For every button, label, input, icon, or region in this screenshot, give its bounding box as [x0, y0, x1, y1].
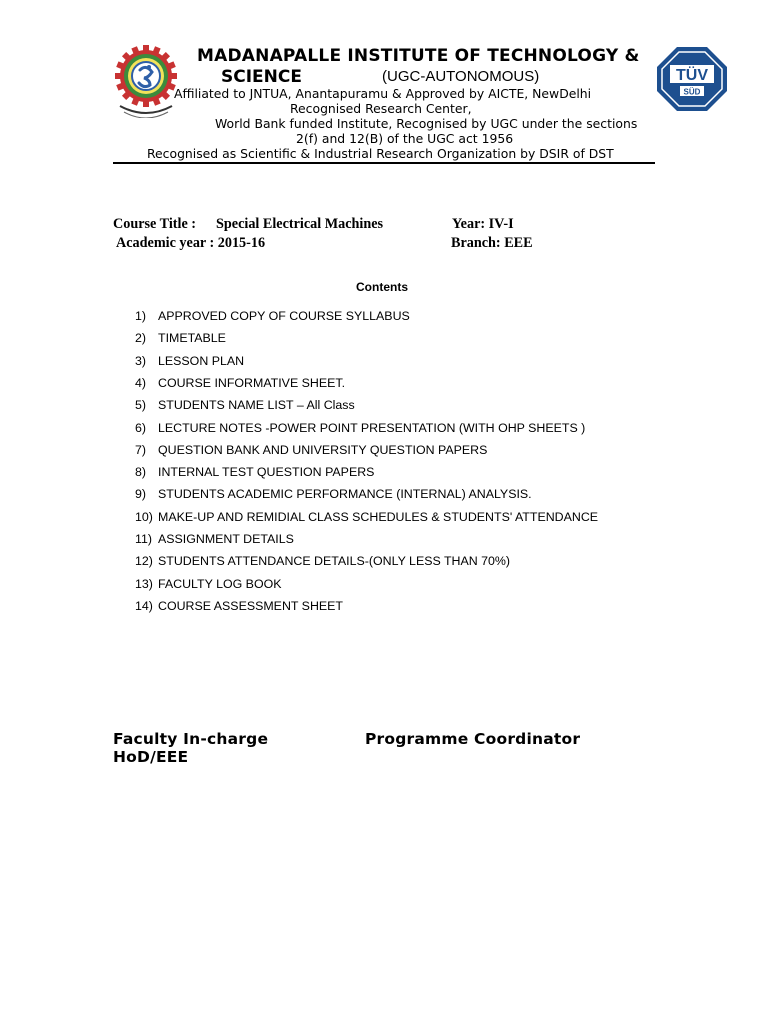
list-item	[0, 376, 768, 396]
faculty-signature-label: Faculty In-charge	[113, 730, 269, 748]
branch-label: Branch: EEE	[451, 235, 533, 251]
list-item-text: ASSIGNMENT DETAILS	[158, 532, 294, 546]
list-item-number: 7)	[135, 442, 147, 457]
institute-name: MADANAPALLE INSTITUTE OF TECHNOLOGY &	[197, 46, 640, 66]
hod-signature-label: HoD/EEE	[113, 748, 189, 766]
list-item-text: STUDENTS ATTENDANCE DETAILS-(ONLY LESS THAN 70%)	[158, 554, 511, 569]
list-item	[0, 599, 768, 619]
list-item-text: STUDENTS NAME LIST – All Class	[158, 398, 355, 413]
list-item-text: COURSE INFORMATIVE SHEET.	[158, 375, 346, 390]
list-item	[0, 421, 768, 441]
list-item	[0, 309, 768, 329]
list-item	[0, 554, 768, 574]
affiliation-line: 2(f) and 12(B) of the UGC act 1956	[296, 131, 514, 146]
list-item-number: 9)	[135, 487, 147, 502]
course-title-label: Course Title :	[113, 216, 197, 232]
list-item-text: MAKE-UP AND REMIDIAL CLASS SCHEDULES & STUDENTS' ATTENDANCE	[158, 509, 599, 524]
institute-name-cont: SCIENCE	[221, 67, 302, 87]
tuv-logo-subtext: SÜD	[683, 87, 701, 97]
affiliation-line: Recognised as Scientific & Industrial Research Organization by DSIR of DST	[147, 146, 614, 161]
list-item-text: COURSE ASSESSMENT SHEET	[158, 598, 343, 613]
list-item-number: 3)	[135, 353, 147, 368]
list-item-text: TIMETABLE	[158, 331, 226, 346]
affiliation-line: World Bank funded Institute, Recognised by UGC under the sections	[215, 116, 638, 131]
coordinator-signature-label: Programme Coordinator	[365, 730, 581, 748]
contents-heading: Contents	[356, 280, 408, 294]
list-item-number: 6)	[135, 420, 147, 435]
course-title-value: Special Electrical Machines	[216, 216, 384, 232]
autonomy-label: (UGC-AUTONOMOUS)	[382, 68, 540, 85]
list-item	[0, 331, 768, 351]
list-item-text: INTERNAL TEST QUESTION PAPERS	[158, 465, 375, 480]
list-item-text: LESSON PLAN	[158, 353, 245, 368]
list-item-number: 10)	[135, 509, 153, 524]
tuv-logo	[656, 46, 728, 112]
list-item	[0, 398, 768, 418]
list-item	[0, 577, 768, 597]
list-item-text: LECTURE NOTES -POWER POINT PRESENTATION (WITH OHP SHEETS )	[158, 420, 586, 435]
year-label: Year: IV-I	[452, 216, 514, 232]
academic-year-label: Academic year : 2015-16	[116, 235, 266, 251]
list-item	[0, 443, 768, 463]
list-item-number: 12)	[135, 554, 153, 569]
list-item-text: STUDENTS ACADEMIC PERFORMANCE (INTERNAL) ANALYSIS.	[158, 487, 532, 502]
affiliation-line: Affiliated to JNTUA, Anantapuramu & Approved by AICTE, NewDelhi	[174, 86, 592, 101]
list-item	[0, 354, 768, 374]
list-item	[0, 510, 768, 530]
list-item-number: 5)	[135, 398, 147, 413]
list-item-text: QUESTION BANK AND UNIVERSITY QUESTION PAPERS	[158, 442, 488, 457]
list-item-number: 2)	[135, 331, 147, 346]
list-item-number: 13)	[135, 576, 153, 591]
list-item-text: FACULTY LOG BOOK	[158, 576, 282, 591]
list-item-number: 4)	[135, 375, 147, 390]
list-item	[0, 487, 768, 507]
tuv-logo-text: TÜV	[676, 67, 708, 84]
list-item	[0, 532, 768, 552]
list-item	[0, 465, 768, 485]
affiliation-line: Recognised Research Center,	[290, 101, 472, 116]
list-item-number: 8)	[135, 465, 147, 480]
list-item-number: 1)	[135, 309, 147, 323]
list-item-text: APPROVED COPY OF COURSE SYLLABUS	[158, 309, 410, 323]
institute-logo	[114, 42, 178, 118]
header-divider	[113, 162, 655, 164]
list-item-number: 11)	[135, 532, 152, 546]
list-item-number: 14)	[135, 598, 153, 613]
